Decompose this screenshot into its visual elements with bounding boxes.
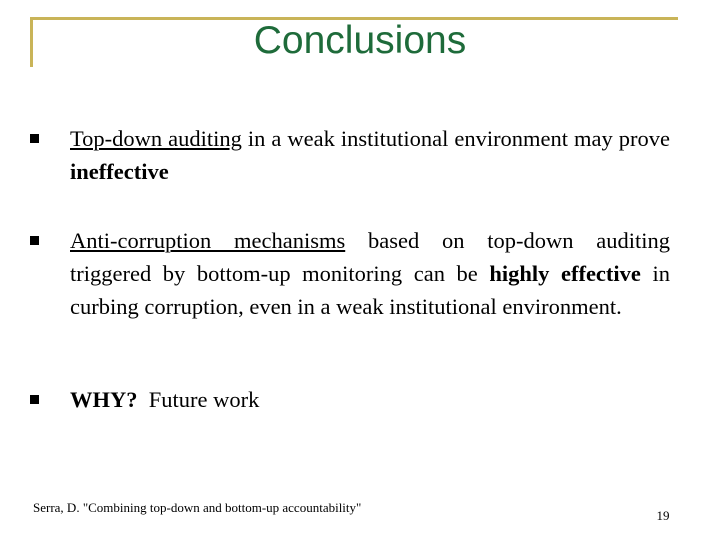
bullet-2-bold-text: highly effective: [489, 261, 641, 286]
bullet-2-underlined-text: Anti-corruption mechanisms: [70, 228, 346, 253]
bullet-1-underlined-text: Top-down auditing: [70, 126, 242, 151]
page-number: 19: [656, 508, 670, 523]
footer-citation: Serra, D. "Combining top-down and bottom-up accountability": [33, 500, 362, 515]
bullet-2-text: based on top-down auditing triggered by bottom-up monitoring can be: [70, 228, 670, 286]
bullet-2-text-end: in curbing corruption, even in a weak institutional environment.: [70, 261, 670, 319]
slide-title: Conclusions: [253, 19, 467, 62]
bullet-3-bold-text: WHY?: [70, 387, 138, 412]
square-bullet-icon: [30, 395, 39, 404]
bullet-1-text: in a weak institutional environment may prove: [241, 126, 670, 151]
bullet-item-1: [30, 122, 670, 224]
square-bullet-icon: [30, 134, 39, 143]
square-bullet-icon: [30, 236, 39, 245]
bullet-item-3: [30, 383, 670, 423]
bullet-list: [30, 122, 670, 423]
bullet-1-bold-text: ineffective: [70, 159, 169, 184]
bullet-3-text: Future work: [137, 387, 260, 412]
bullet-item-2: [30, 224, 670, 383]
